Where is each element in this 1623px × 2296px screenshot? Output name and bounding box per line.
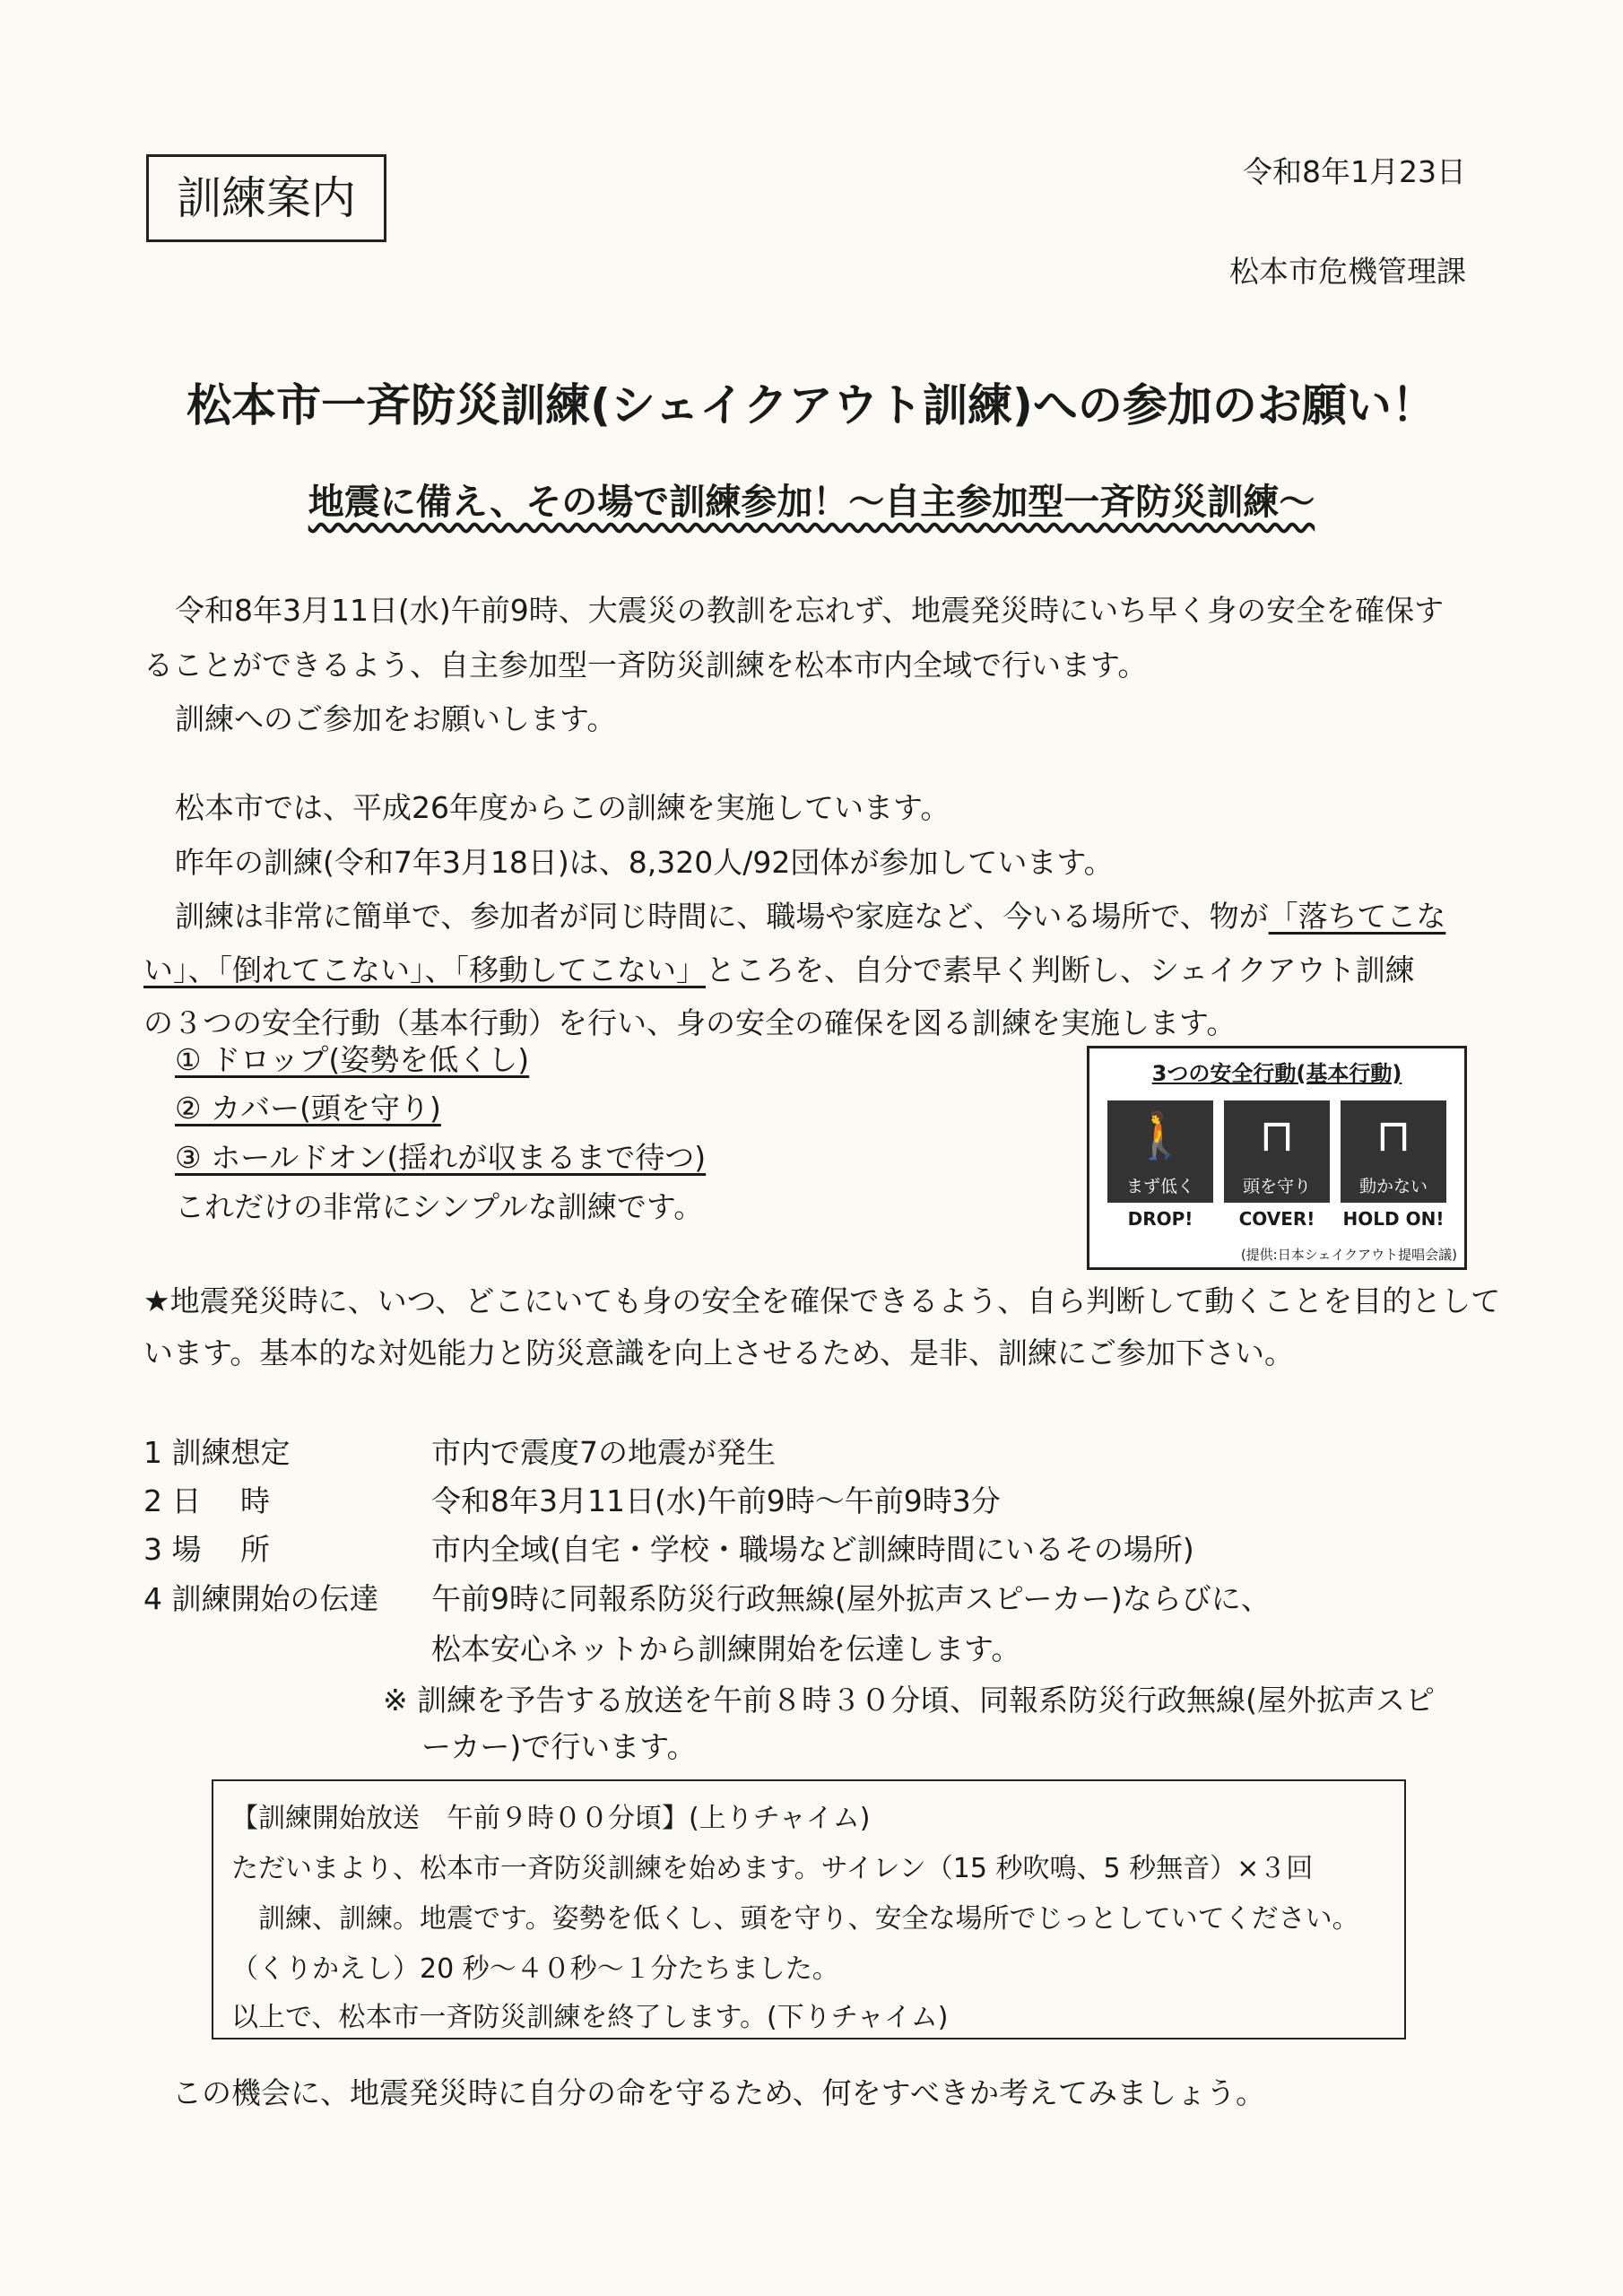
pictogram-caption: まず低く [1125,1177,1194,1196]
hold-on-label: HOLD ON! [1342,1208,1445,1230]
body-line [143,952,1415,988]
subtitle: 地震に備え、その場で訓練参加！～自主参加型一斉防災訓練～ [308,482,1315,523]
document-type-label: 訓練案内 [146,154,386,242]
safety-actions-figure [1087,1046,1467,1270]
figure-title: 3つの安全行動(基本行動) [1151,1061,1402,1086]
issue-date: 令和8年1月23日 [1243,154,1466,189]
broadcast-line: ただいまより、松本市一斉防災訓練を始めます。サイレン（15 秒吹鳴、5 秒無音）×３回 [231,1853,1314,1884]
closing-line: この機会に、地震発災時に自分の命を守るため、何をすべきか考えてみましょう。 [172,2075,1266,2110]
note-line: います。基本的な対処能力と防災意識を向上させるため、是非、訓練にご参加下さい。 [143,1335,1295,1370]
item-label: 3 場 所 [143,1532,270,1567]
intro-line: ることができるよう、自主参加型一斉防災訓練を松本市内全域で行います。 [143,648,1148,683]
pictogram-caption: 頭を守り [1242,1177,1311,1196]
remark-line: ーカー)で行います。 [421,1729,697,1764]
broadcast-line: 以上で、松本市一斉防災訓練を終了します。(下りチャイム) [231,2002,949,2033]
remark-line: ※ 訓練を予告する放送を午前８時３０分頃、同報系防災行政無線(屋外拡声スピ [383,1683,1436,1718]
cover-label: COVER! [1238,1208,1315,1230]
body-text: 訓練は非常に簡単で、参加者が同じ時間に、職場や家庭など、今いる場所で、物が [175,899,1269,934]
note-line: ★地震発災時に、いつ、どこにいても身の安全を確保できるよう、自ら判断して動くことを目的として [143,1283,1501,1318]
hold-on-pictogram [1341,1100,1446,1203]
body-line: の３つの安全行動（基本行動）を行い、身の安全の確保を図る訓練を実施します。 [143,1005,1237,1040]
broadcast-line: （くりかえし）20 秒～４０秒～１分たちました。 [231,1953,839,1985]
body-line [175,899,1445,935]
item-label: 4 訓練開始の伝達 [143,1581,379,1616]
item-value: 午前9時に同報系防災行政無線(屋外拡声スピーカー)ならびに、 [431,1581,1271,1616]
step-drop: ① ドロップ(姿勢を低くし) [175,1042,530,1077]
intro-line: 訓練へのご参加をお願いします。 [175,701,617,736]
cover-pictogram [1224,1100,1330,1203]
pictogram-caption: 動かない [1358,1177,1428,1196]
body-line: 昨年の訓練(令和7年3月18日)は、8,320人/92団体が参加しています。 [175,845,1114,880]
page-title: 松本市一斉防災訓練(シェイクアウト訓練)への参加のお願い！ [187,379,1436,431]
step-hold-on: ③ ホールドオン(揺れが収まるまで待つ) [175,1140,707,1175]
broadcast-script-box [212,1779,1406,2039]
broadcast-line: 【訓練開始放送 午前９時００分頃】(上りチャイム) [231,1803,871,1834]
crouching-person-icon: 🚶 [1132,1109,1189,1161]
holding-table-icon: ⊓ [1376,1109,1411,1161]
intro-line: 令和8年3月11日(水)午前9時、大震災の教訓を忘れず、地震発災時にいち早く身の安全を確保す [175,593,1445,628]
drop-label: DROP! [1127,1208,1193,1230]
body-line: これだけの非常にシンプルな訓練です。 [175,1189,704,1224]
item-value: 令和8年3月11日(水)午前9時～午前9時3分 [431,1483,1001,1518]
broadcast-line: 訓練、訓練。地震です。姿勢を低くし、頭を守り、安全な場所でじっとしていてください。 [231,1903,1359,1935]
step-cover: ② カバー(頭を守り) [175,1091,441,1126]
figure-credit: (提供:日本シェイクアウト提唱会議) [1240,1247,1457,1263]
item-value: 市内全域(自宅・学校・職場など訓練時間にいるその場所) [431,1532,1194,1567]
item-label: 1 訓練想定 [143,1435,291,1470]
drop-pictogram [1107,1100,1213,1203]
under-table-icon: ⊓ [1259,1109,1295,1161]
item-label: 2 日 時 [143,1483,270,1518]
body-line: 松本市では、平成26年度からこの訓練を実施しています。 [175,790,950,825]
emphasis-text: い」、「倒れてこない」、「移動してこない」 [143,952,706,987]
body-text: ところを、自分で素早く判断し、シェイクアウト訓練 [706,952,1415,987]
item-value: 松本安心ネットから訓練開始を伝達します。 [431,1631,1021,1666]
issuer: 松本市危機管理課 [1229,254,1466,289]
item-value: 市内で震度7の地震が発生 [431,1435,776,1470]
emphasis-text: 「落ちてこな [1268,899,1446,934]
